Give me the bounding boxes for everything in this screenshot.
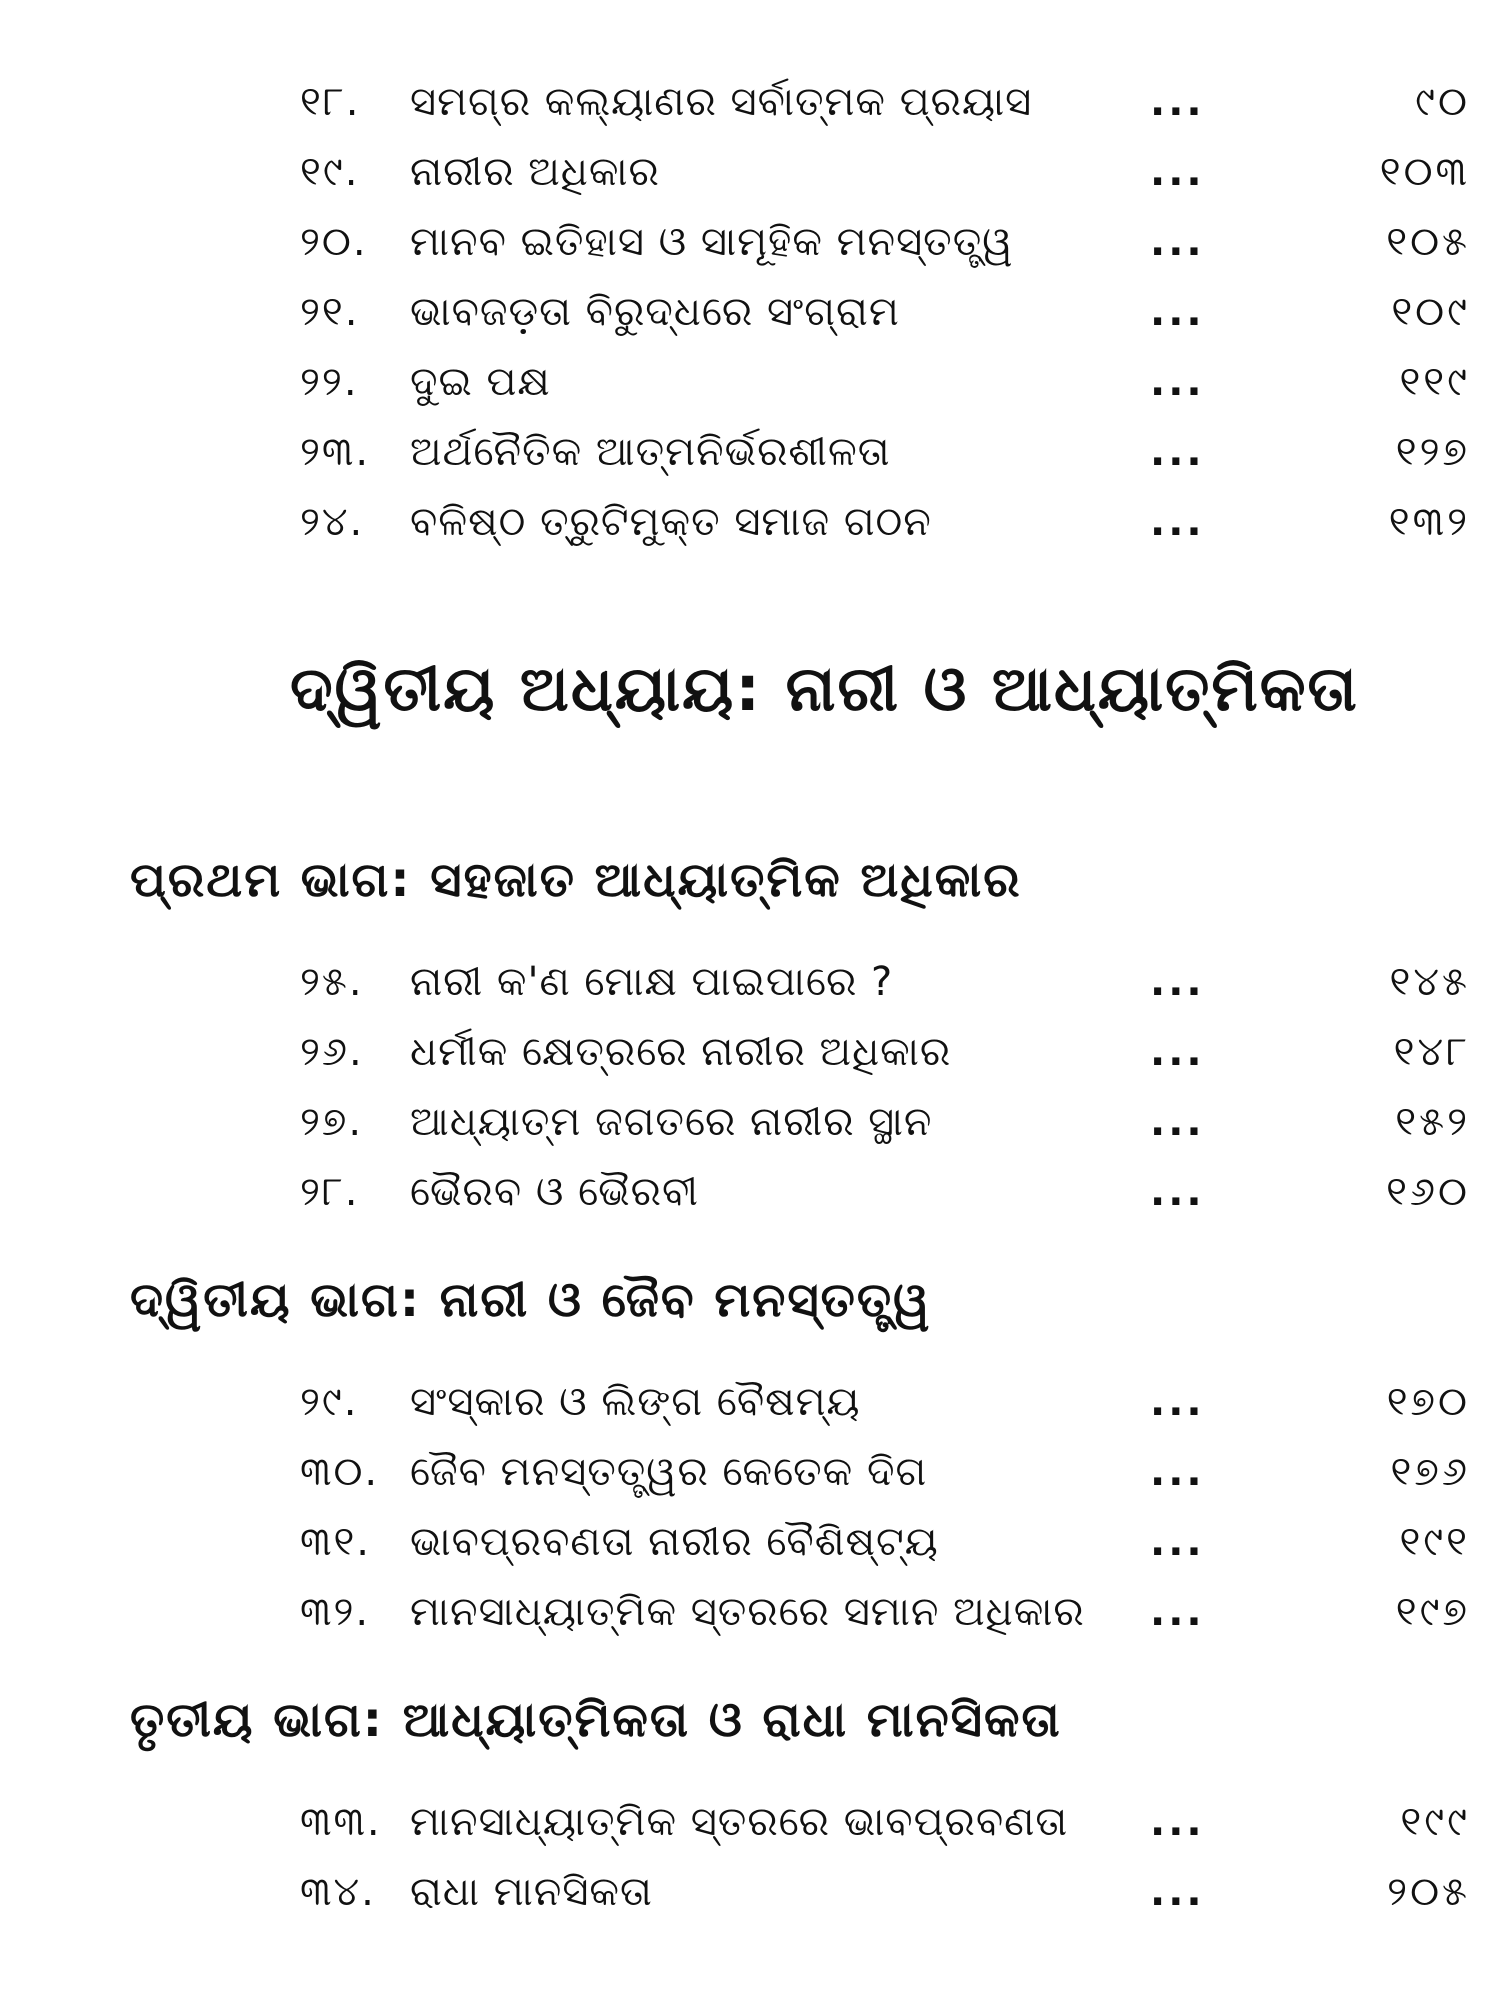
toc-entry[interactable] [300, 492, 1470, 552]
entry-number: ୨୦. [300, 219, 368, 265]
entry-number: ୧୯. [300, 149, 360, 195]
leader-dots: ... [1150, 149, 1205, 195]
leader-dots: ... [1150, 959, 1205, 1005]
entry-title: ଆଧ୍ୟାତ୍ମ ଜଗତରେ ନାରୀର ସ୍ଥାନ [410, 1099, 933, 1145]
leader-dots: ... [1150, 1799, 1205, 1845]
toc-entry[interactable] [300, 212, 1470, 272]
entry-page-number: ୧୫୨ [1395, 1099, 1470, 1145]
entry-number: ୨୩. [300, 429, 371, 475]
toc-entry[interactable] [300, 72, 1470, 132]
entry-title: ସଂସ୍କାର ଓ ଲିଙ୍ଗ ବୈଷମ୍ୟ [410, 1379, 861, 1425]
leader-dots: ... [1150, 289, 1205, 335]
entry-number: ୩୩. [300, 1799, 382, 1845]
entry-page-number: ୨୦୫ [1387, 1869, 1470, 1915]
leader-dots: ... [1150, 359, 1205, 405]
toc-entry[interactable] [300, 142, 1470, 202]
entry-title: ରାଧା ମାନସିକତା [410, 1869, 653, 1915]
leader-dots: ... [1150, 1519, 1205, 1565]
entry-page-number: ୧୪୫ [1389, 959, 1470, 1005]
entry-number: ୨୮. [300, 1169, 360, 1215]
entry-page-number: ୧୬୦ [1386, 1169, 1470, 1215]
entry-number: ୨୭. [300, 1099, 364, 1145]
entry-number: ୨୫. [300, 959, 364, 1005]
toc-entry[interactable] [300, 1022, 1470, 1082]
toc-entry[interactable] [300, 1162, 1470, 1222]
part-title: ଦ୍ୱିତୀୟ ଭାଗ: ନାରୀ ଓ ଜୈବ ମନସ୍ତତ୍ତ୍ୱ [130, 1272, 932, 1328]
leader-dots: ... [1150, 1589, 1205, 1635]
entry-page-number: ୧୯୧ [1399, 1519, 1470, 1565]
entry-title: ନାରୀର ଅଧିକାର [410, 149, 660, 195]
entry-page-number: ୧୧୯ [1399, 359, 1470, 405]
entry-number: ୨୯. [300, 1379, 359, 1425]
entry-title: ଭାବଜଡ଼ତା ବିରୁଦ୍ଧରେ ସଂଗ୍ରାମ [410, 289, 900, 335]
toc-entry[interactable] [300, 1442, 1470, 1502]
entry-page-number: ୧୩୨ [1388, 499, 1470, 545]
entry-title: ଜୈବ ମନସ୍ତତ୍ତ୍ୱର କେତେକ ଦିଗ [410, 1449, 928, 1495]
entry-number: ୧୮. [300, 79, 361, 125]
part-title: ପ୍ରଥମ ଭାଗ: ସହଜାତ ଆଧ୍ୟାତ୍ମିକ ଅଧିକାର [130, 852, 1022, 908]
entry-page-number: ୧୦୫ [1386, 219, 1470, 265]
toc-entry[interactable] [300, 952, 1470, 1012]
entry-page-number: ୧୭୬ [1390, 1449, 1470, 1495]
entry-page-number: ୯୦ [1415, 79, 1470, 125]
entry-number: ୨୧. [300, 289, 360, 335]
leader-dots: ... [1150, 1869, 1205, 1915]
toc-entry[interactable] [300, 282, 1470, 342]
entry-number: ୨୪. [300, 499, 365, 545]
entry-title: ମାନବ ଇତିହାସ ଓ ସାମୂହିକ ମନସ୍ତତ୍ତ୍ୱ [410, 219, 1014, 265]
leader-dots: ... [1150, 1169, 1205, 1215]
toc-entry[interactable] [300, 1582, 1470, 1642]
entry-page-number: ୧୦୯ [1391, 289, 1470, 335]
entry-title: ଧର୍ମୀକ କ୍ଷେତ୍ରରେ ନାରୀର ଅଧିକାର [410, 1029, 952, 1075]
entry-title: ମାନସାଧ୍ୟାତ୍ମିକ ସ୍ତରରେ ଭାବପ୍ରବଣତା [410, 1799, 1069, 1845]
entry-title: ମାନସାଧ୍ୟାତ୍ମିକ ସ୍ତରରେ ସମାନ ଅଧିକାର [410, 1589, 1085, 1635]
toc-entry[interactable] [300, 1862, 1470, 1922]
leader-dots: ... [1150, 1449, 1205, 1495]
entry-number: ୩୧. [300, 1519, 371, 1565]
toc-entry[interactable] [300, 352, 1470, 412]
entry-title: ଭାବପ୍ରବଣତା ନାରୀର ବୈଶିଷ୍ଟ୍ୟ [410, 1519, 939, 1565]
entry-title: ନାରୀ କ'ଣ ମୋକ୍ଷ ପାଇପାରେ ? [410, 959, 894, 1005]
entry-number: ୩୨. [300, 1589, 371, 1635]
entry-title: ଅର୍ଥନୈତିକ ଆତ୍ମନିର୍ଭରଶୀଳତା [410, 429, 891, 475]
entry-title: ବଳିଷ୍ଠ ତ୍ରୁଟିମୁକ୍ତ ସମାଜ ଗଠନ [410, 499, 932, 545]
leader-dots: ... [1150, 79, 1205, 125]
toc-entry[interactable] [300, 1792, 1470, 1852]
entry-number: ୨୨. [300, 359, 359, 405]
entry-number: ୩୦. [300, 1449, 380, 1495]
toc-entry[interactable] [300, 1092, 1470, 1152]
part-title: ତୃତୀୟ ଭାଗ: ଆଧ୍ୟାତ୍ମିକତା ଓ ରାଧା ମାନସିକତା [130, 1692, 1062, 1748]
leader-dots: ... [1150, 219, 1205, 265]
entry-page-number: ୧୪୮ [1393, 1029, 1470, 1075]
toc-entry[interactable] [300, 1512, 1470, 1572]
entry-page-number: ୧୨୭ [1395, 429, 1470, 475]
entry-number: ୩୪. [300, 1869, 376, 1915]
entry-title: ଦୁଇ ପକ୍ଷ [410, 359, 551, 405]
leader-dots: ... [1150, 1029, 1205, 1075]
entry-number: ୨୬. [300, 1029, 364, 1075]
entry-title: ସମଗ୍ର କଲ୍ୟାଣର ସର୍ବାତ୍ମକ ପ୍ରୟାସ [410, 79, 1033, 125]
entry-page-number: ୧୦୩ [1379, 149, 1470, 195]
leader-dots: ... [1150, 1099, 1205, 1145]
entry-title: ଭୈରବ ଓ ଭୈରବୀ [410, 1169, 699, 1215]
entry-page-number: ୧୭୦ [1386, 1379, 1470, 1425]
entry-page-number: ୧୯୯ [1400, 1799, 1470, 1845]
chapter-title: ଦ୍ୱିତୀୟ ଅଧ୍ୟାୟ: ନାରୀ ଓ ଆଧ୍ୟାତ୍ମିକତା [290, 652, 1359, 725]
leader-dots: ... [1150, 499, 1205, 545]
leader-dots: ... [1150, 429, 1205, 475]
toc-entry[interactable] [300, 1372, 1470, 1432]
leader-dots: ... [1150, 1379, 1205, 1425]
toc-entry[interactable] [300, 422, 1470, 482]
entry-page-number: ୧୯୭ [1395, 1589, 1470, 1635]
